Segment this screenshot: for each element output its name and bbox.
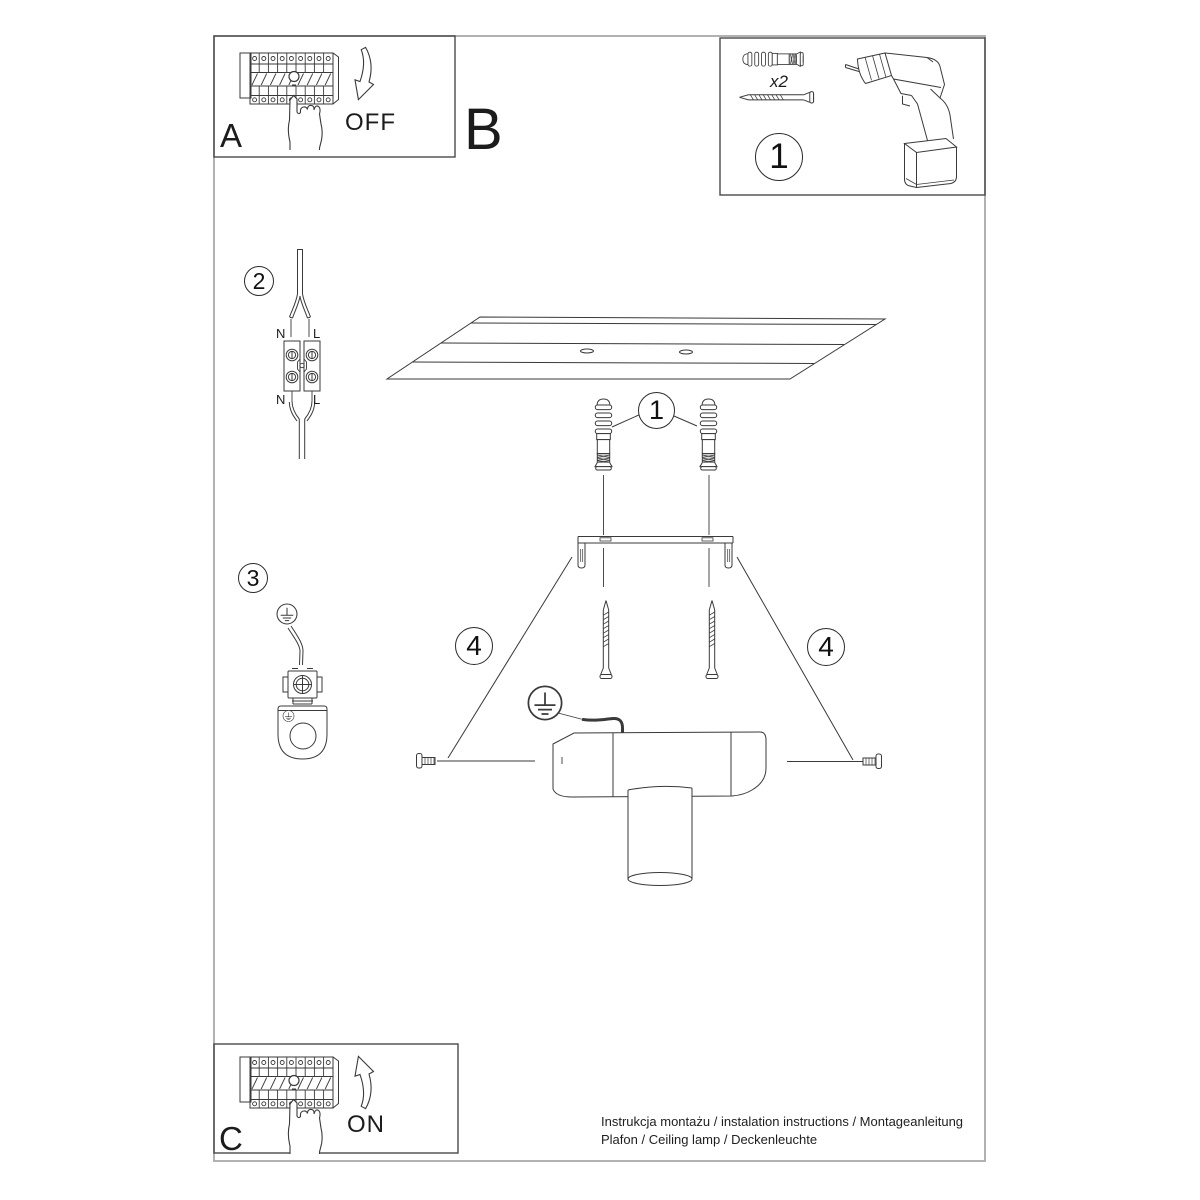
wire-live-label-top: L [313,326,321,341]
screw-left-icon [600,601,612,679]
step-circle-screws-left: 4 [455,627,493,665]
power-cable-top [298,249,303,294]
lamp-shade-drawing [628,786,692,885]
drill-icon [846,53,957,188]
wire-neutral-label-top: N [276,326,286,341]
wiring-diagram [284,249,320,459]
sheet-frame [214,36,985,1161]
wall-plug-right-icon [700,399,717,470]
off-label: OFF [345,109,396,136]
guide-lines [604,475,710,587]
step-circle-anchors: 1 [638,392,675,429]
holder-terminal-drawing [283,669,322,705]
earth-leader-line [558,713,581,719]
holder-body-drawing [278,706,327,759]
terminal-block-drawing [284,341,320,391]
side-bolt-right-icon [863,754,882,769]
ground-wire [288,626,303,665]
footer-line2: Plafon / Ceiling lamp / Deckenleuchte [601,1131,818,1147]
arrow-up-icon [355,1056,374,1108]
anchor-quantity-label: x2 [770,72,788,91]
footer-line1: Instrukcja montażu / instalation instructions / Montageanleitung [601,1114,964,1129]
wall-plug-left-icon [595,399,612,470]
footer-text [601,1113,963,1148]
side-bolt-left-icon [417,754,436,769]
breaker-on-drawing [240,1056,374,1154]
lamp-holder-diagram [277,604,327,759]
on-label: ON [347,1111,385,1138]
mounting-bracket-drawing [578,537,733,569]
step-circle-tools: 1 [755,133,803,181]
step-circle-screws-right: 4 [807,628,845,666]
wire-live-label-bottom: L [313,392,321,407]
earth-symbol-icon [277,604,297,624]
screw-right-icon [706,601,718,679]
ceiling-panel-drawing [387,317,885,379]
step-circle-wiring: 2 [244,266,274,296]
section-b-label: B [464,97,503,162]
expansion-lines [448,557,853,760]
assembly-diagram [387,317,885,886]
section-c-label: C [219,1120,243,1157]
ground-wire-drawing [583,718,623,732]
power-cable-bottom [299,419,304,459]
section-a-label: A [220,117,243,154]
step-circle-holder: 3 [238,563,268,593]
wall-plug-icon [743,52,803,66]
wire-neutral-label-bottom: N [276,392,286,407]
screw-icon [739,92,813,103]
arrow-down-icon [355,47,374,99]
earth-symbol-large-icon [528,686,561,719]
